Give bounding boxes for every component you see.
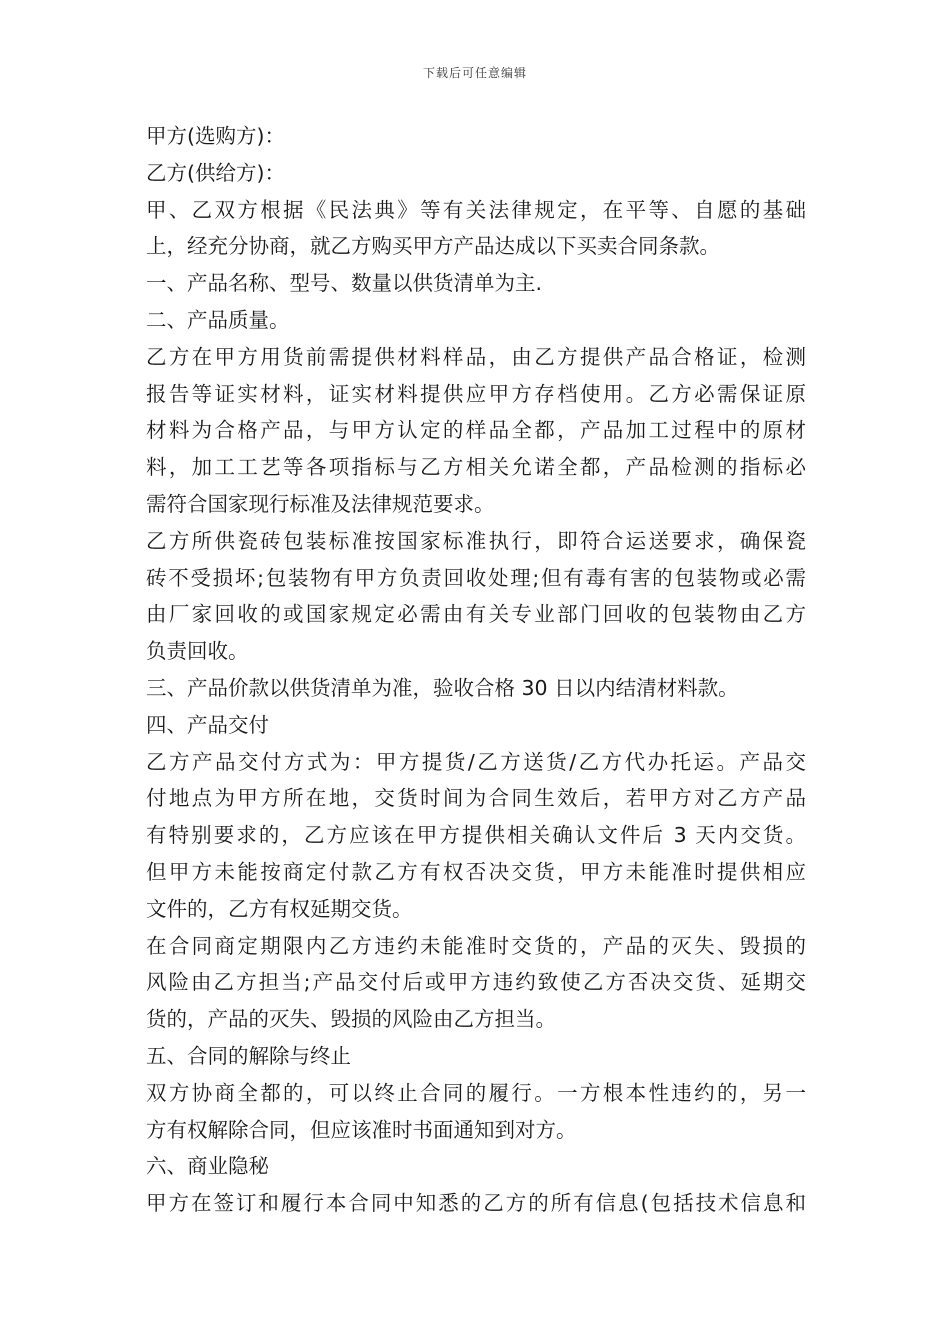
- document-line: 甲方在签订和履行本合同中知悉的乙方的所有信息(包括技术信息和: [146, 1191, 806, 1216]
- document-line: 由厂家回收的或国家规定必需由有关专业部门回收的包装物由乙方: [146, 602, 806, 627]
- document-line: 上，经充分协商，就乙方购买甲方产品达成以下买卖合同条款。: [146, 234, 720, 259]
- document-line: 乙方所供瓷砖包装标准按国家标准执行，即符合运送要求，确保瓷: [146, 528, 806, 553]
- document-line: 需符合国家现行标准及法律规范要求。: [146, 491, 495, 516]
- document-line: 有特别要求的，乙方应该在甲方提供相关确认文件后 3 天内交货。: [146, 823, 806, 848]
- document-line: 四、产品交付: [146, 712, 269, 737]
- document-line: 报告等证实材料，证实材料提供应甲方存档使用。乙方必需保证原: [146, 381, 806, 406]
- document-line: 付地点为甲方所在地，交货时间为合同生效后，若甲方对乙方产品: [146, 786, 806, 811]
- document-line: 乙方(供给方)：: [146, 160, 285, 185]
- document-line: 风险由乙方担当;产品交付后或甲方违约致使乙方否决交货、延期交: [146, 970, 806, 995]
- document-body: [146, 118, 806, 1222]
- document-line: 甲、乙双方根据《民法典》等有关法律规定，在平等、自愿的基础: [146, 197, 806, 222]
- document-line: 三、产品价款以供货清单为准，验收合格 30 日以内结清材料款。: [146, 675, 739, 700]
- document-line: 材料为合格产品，与甲方认定的样品全都，产品加工过程中的原材: [146, 418, 806, 443]
- document-line: 二、产品质量。: [146, 307, 290, 332]
- document-line: 料，加工工艺等各项指标与乙方相关允诺全都，产品检测的指标必: [146, 455, 806, 480]
- document-line: 文件的，乙方有权延期交货。: [146, 896, 413, 921]
- document-line: 五、合同的解除与终止: [146, 1043, 351, 1068]
- document-line: 砖不受损坏;包装物有甲方负责回收处理;但有毒有害的包装物或必需: [146, 565, 806, 590]
- document-line: 负责回收。: [146, 639, 249, 664]
- document-line: 六、商业隐秘: [146, 1154, 269, 1179]
- document-line: 甲方(选购方)：: [146, 124, 285, 148]
- document-line: 但甲方未能按商定付款乙方有权否决交货，甲方未能准时提供相应: [146, 859, 806, 884]
- page-header: 下载后可任意编辑: [422, 66, 527, 80]
- document-line: 方有权解除合同，但应该准时书面通知到对方。: [146, 1117, 577, 1142]
- document-line: 在合同商定期限内乙方违约未能准时交货的，产品的灭失、毁损的: [146, 933, 806, 958]
- document-line: 乙方在甲方用货前需提供材料样品，由乙方提供产品合格证，检测: [146, 344, 806, 369]
- document-line: 双方协商全都的，可以终止合同的履行。一方根本性违约的，另一: [146, 1080, 806, 1105]
- document-line: 货的，产品的灭失、毁损的风险由乙方担当。: [146, 1007, 556, 1032]
- document-line: 一、产品名称、型号、数量以供货清单为主.: [146, 271, 543, 296]
- document-line: 乙方产品交付方式为：甲方提货/乙方送货/乙方代办托运。产品交: [146, 749, 806, 774]
